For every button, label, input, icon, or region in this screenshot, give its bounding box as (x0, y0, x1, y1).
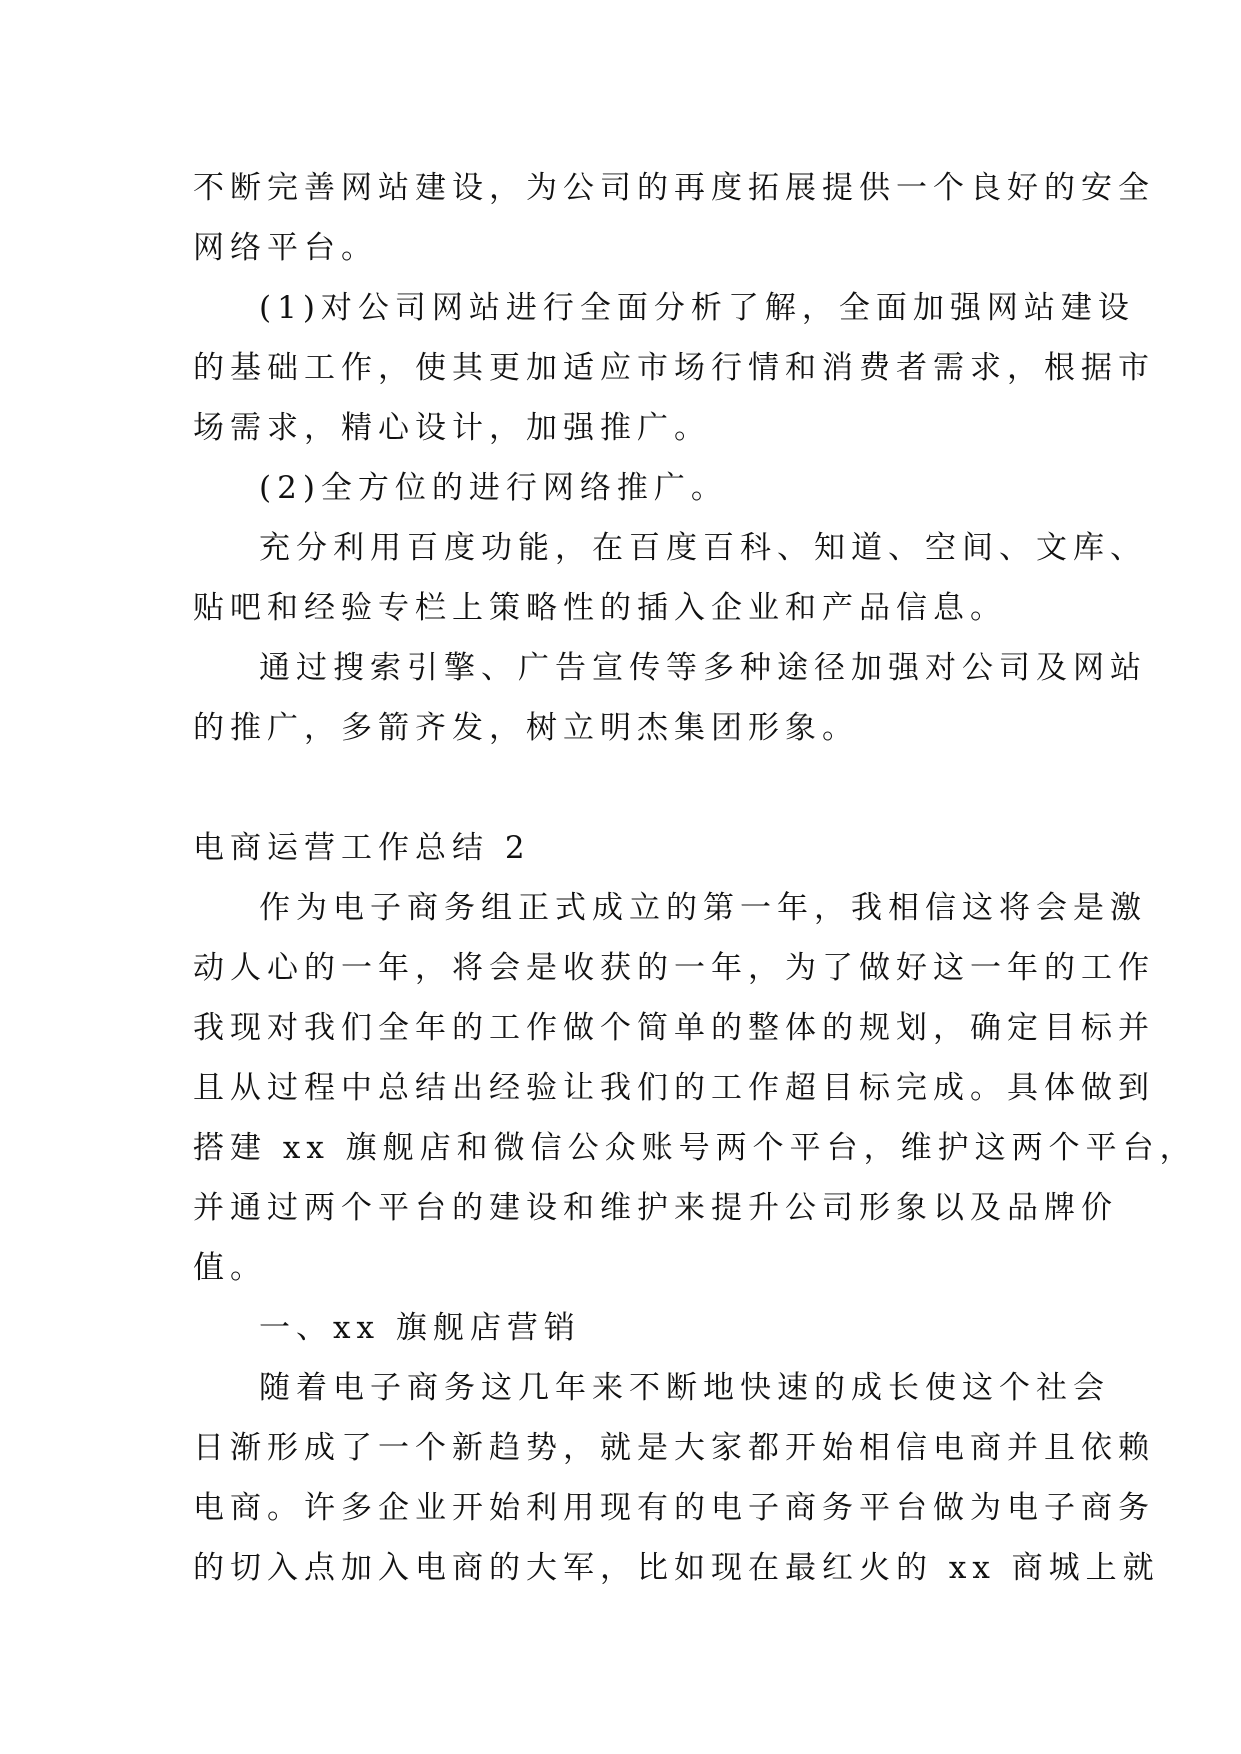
subsection-heading: 一、xx 旗舰店营销 (259, 1310, 581, 1346)
paragraph-line: 充分利用百度功能，在百度百科、知道、空间、文库、 (259, 530, 1147, 566)
paragraph-line: 不断完善网站建设，为公司的再度拓展提供一个良好的安全 (193, 170, 1155, 206)
list-item-2-line: (2)全方位的进行网络推广。 (259, 470, 728, 506)
paragraph-line: 的基础工作，使其更加适应市场行情和消费者需求，根据市 (193, 350, 1155, 386)
paragraph-line: 我现对我们全年的工作做个简单的整体的规划，确定目标并 (193, 1010, 1155, 1046)
paragraph-line: 且从过程中总结出经验让我们的工作超目标完成。具体做到 (193, 1070, 1155, 1106)
paragraph-line: 日渐形成了一个新趋势，就是大家都开始相信电商并且依赖 (193, 1430, 1155, 1466)
paragraph-line: 通过搜索引擎、广告宣传等多种途径加强对公司及网站 (259, 650, 1147, 686)
paragraph-line: 的切入点加入电商的大军，比如现在最红火的 xx 商城上就 (193, 1550, 1160, 1586)
paragraph-line: 搭建 xx 旗舰店和微信公众账号两个平台，维护这两个平台， (193, 1130, 1197, 1166)
paragraph-line: 贴吧和经验专栏上策略性的插入企业和产品信息。 (193, 590, 1007, 626)
paragraph-line: 电商。许多企业开始利用现有的电子商务平台做为电子商务 (193, 1490, 1155, 1526)
section-heading: 电商运营工作总结 2 (193, 830, 531, 866)
section-gap (193, 758, 1063, 818)
paragraph-line: 值。 (193, 1250, 267, 1286)
paragraph-line: 场需求，精心设计，加强推广。 (193, 410, 711, 446)
paragraph-line: 作为电子商务组正式成立的第一年，我相信这将会是激 (259, 890, 1147, 926)
document-body (193, 158, 1197, 1598)
paragraph-line: 并通过两个平台的建设和维护来提升公司形象以及品牌价 (193, 1190, 1118, 1226)
list-item-1-line: (1)对公司网站进行全面分析了解，全面加强网站建设 (259, 290, 1135, 326)
paragraph-line: 随着电子商务这几年来不断地快速的成长使这个社会 (259, 1370, 1110, 1406)
paragraph-line: 网络平台。 (193, 230, 378, 266)
paragraph-line: 动人心的一年，将会是收获的一年，为了做好这一年的工作 (193, 950, 1155, 986)
paragraph-line: 的推广，多箭齐发，树立明杰集团形象。 (193, 710, 859, 746)
